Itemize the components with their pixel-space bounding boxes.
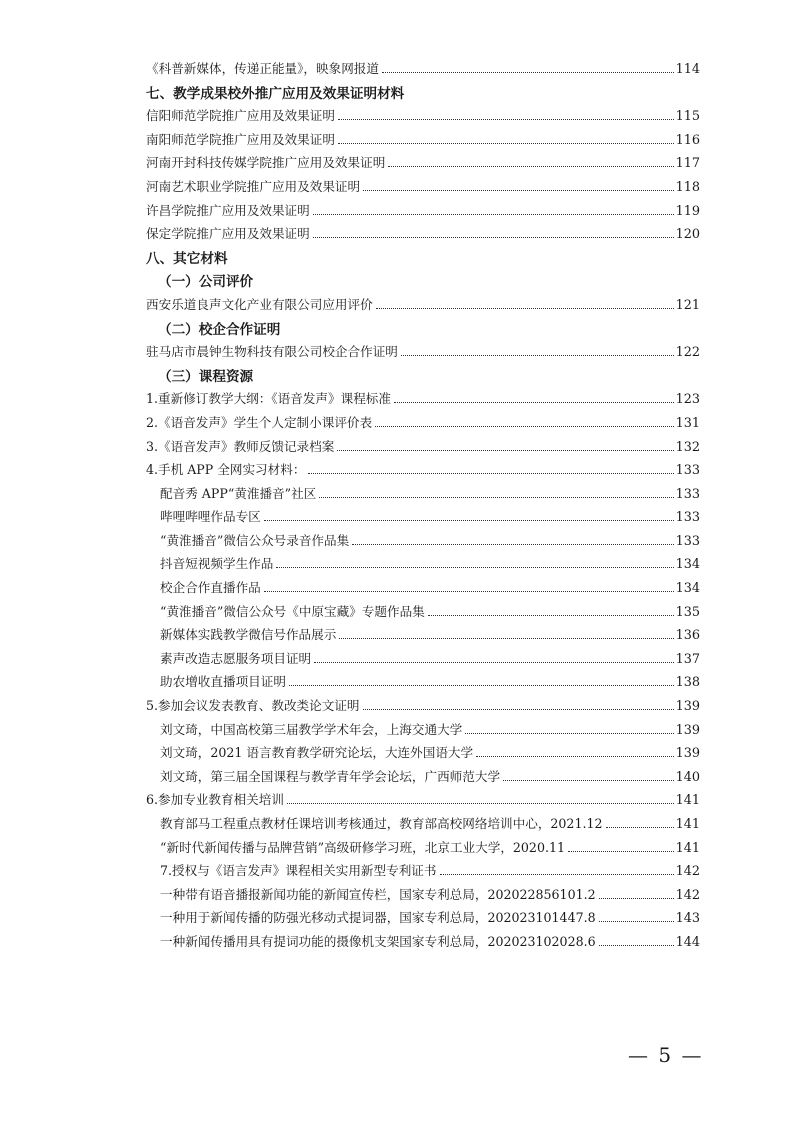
heading-text: （一）公司评价 <box>158 274 254 291</box>
toc-entry[interactable] <box>146 719 700 743</box>
toc-entry[interactable] <box>146 176 700 200</box>
dot-leader <box>382 72 674 73</box>
dot-leader <box>375 426 673 427</box>
toc-entry-title: 抖音短视频学生作品 <box>160 556 274 572</box>
toc-entry-page: 123 <box>675 392 700 408</box>
dot-leader <box>352 544 673 545</box>
toc-entry[interactable] <box>146 671 700 695</box>
toc-entry-title: 南阳师范学院推广应用及效果证明 <box>146 131 335 147</box>
toc-entry-page: 114 <box>675 62 700 77</box>
toc-entry-title: 一种新闻传播用具有提词功能的摄像机支架国家专利总局，202023102028.6 <box>160 933 596 949</box>
dot-leader <box>394 402 674 403</box>
toc-entry-page: 139 <box>675 699 700 715</box>
toc-entry-page: 119 <box>675 203 700 219</box>
toc-entry[interactable] <box>146 294 700 318</box>
toc-entry-title: 河南艺术职业学院推广应用及效果证明 <box>146 178 361 194</box>
dot-leader <box>465 733 673 734</box>
toc-entry-title: “黄淮播音”微信公众号录音作品集 <box>160 532 350 548</box>
section-heading <box>146 82 700 106</box>
dot-leader <box>314 662 673 663</box>
toc-entry-title: “黄淮播音”微信公众号《中原宝藏》专题作品集 <box>160 603 425 619</box>
toc-entry-page: 136 <box>675 628 700 644</box>
dot-leader <box>503 780 674 781</box>
dot-leader <box>376 308 674 309</box>
toc-entry-page: 135 <box>675 604 700 620</box>
toc-entry-page: 120 <box>675 227 700 243</box>
dot-leader <box>428 615 674 616</box>
dot-leader <box>440 874 674 875</box>
toc-entry[interactable] <box>146 459 700 483</box>
toc-entry-page: 116 <box>675 132 700 148</box>
subsection-heading <box>146 318 700 342</box>
dot-leader <box>264 520 674 521</box>
toc-entry-page: 134 <box>675 557 700 573</box>
toc-entry[interactable] <box>146 553 700 577</box>
toc-entry[interactable] <box>146 341 700 365</box>
toc-entry-page: 141 <box>675 793 700 809</box>
dot-leader <box>313 214 674 215</box>
toc-entry[interactable] <box>146 129 700 153</box>
heading-text: 七、教学成果校外推广应用及效果证明材料 <box>146 85 405 102</box>
toc-entry-page: 134 <box>675 581 700 597</box>
dot-leader <box>338 143 674 144</box>
toc-entry-page: 133 <box>675 486 700 502</box>
toc-entry[interactable] <box>146 813 700 837</box>
dot-leader <box>599 945 674 946</box>
toc-entry-page: 131 <box>675 415 700 431</box>
section-heading <box>146 247 700 271</box>
toc-entry-page: 118 <box>675 179 700 195</box>
toc-entry[interactable] <box>146 907 700 931</box>
dot-leader <box>319 497 673 498</box>
toc-entry-page: 122 <box>675 345 700 361</box>
toc-entry-title: 一种用于新闻传播的防强光移动式提词器，国家专利总局，202023101447.8 <box>160 910 596 926</box>
subsection-heading <box>146 365 700 389</box>
toc-entry-title: 西安乐道良声文化产业有限公司应用评价 <box>146 296 373 312</box>
dot-leader <box>606 827 674 828</box>
toc-entry[interactable] <box>146 577 700 601</box>
toc-entry-title: 助农增收直播项目证明 <box>160 674 286 690</box>
toc-entry-title: 哔哩哔哩作品专区 <box>160 509 261 525</box>
toc-entry-page: 143 <box>675 911 700 927</box>
toc-entry[interactable] <box>146 388 700 412</box>
toc-entry-title: 6.参加专业教育相关培训 <box>146 792 284 808</box>
dot-leader <box>276 567 673 568</box>
toc-entry[interactable] <box>146 695 700 719</box>
toc-entry-page: 115 <box>675 109 700 125</box>
toc-entry-title: 信阳师范学院推广应用及效果证明 <box>146 108 335 124</box>
dot-leader <box>363 709 674 710</box>
toc-entry-page: 139 <box>675 746 700 762</box>
toc-entry[interactable] <box>146 483 700 507</box>
dot-leader <box>388 166 673 167</box>
toc-entry-title: 刘文琦，中国高校第三届教学学术年会，上海交通大学 <box>160 721 463 737</box>
toc-entry-page: 141 <box>675 840 700 856</box>
toc-entry-title: 教育部马工程重点教材任课培训考核通过，教育部高校网络培训中心，2021.12 <box>160 816 603 831</box>
toc-entry-title: 4.手机 APP 全网实习材料： <box>146 462 306 478</box>
toc-entry-page: 142 <box>675 864 700 880</box>
toc-entry-page: 141 <box>675 817 700 832</box>
toc-entry[interactable] <box>146 624 700 648</box>
toc-entry-page: 133 <box>675 463 700 479</box>
toc-entry[interactable] <box>146 884 700 908</box>
toc-entry[interactable] <box>146 506 700 530</box>
toc-entry-title: 校企合作直播作品 <box>160 580 261 596</box>
dot-leader <box>308 473 673 474</box>
heading-text: （三）课程资源 <box>158 368 254 385</box>
toc-entry-title: 保定学院推广应用及效果证明 <box>146 226 310 242</box>
toc-entry-page: 138 <box>675 675 700 691</box>
toc-entry[interactable] <box>146 152 700 176</box>
toc-entry-title: 新媒体实践教学微信号作品展示 <box>160 627 337 643</box>
toc-entry[interactable] <box>146 530 700 554</box>
toc-entry-page: 139 <box>675 722 700 738</box>
dot-leader <box>289 685 674 686</box>
toc-entry[interactable] <box>146 742 700 766</box>
toc-entry[interactable] <box>146 58 700 82</box>
toc-entry-page: 140 <box>675 769 700 785</box>
dot-leader <box>313 237 674 238</box>
toc-entry[interactable] <box>146 648 700 672</box>
table-of-contents <box>146 58 700 955</box>
heading-text: 八、其它材料 <box>146 250 228 267</box>
toc-entry[interactable] <box>146 766 700 790</box>
toc-entry-title: 5.参加会议发表教育、教改类论文证明 <box>146 698 360 714</box>
toc-entry[interactable] <box>146 200 700 224</box>
toc-entry-page: 142 <box>675 887 700 903</box>
toc-entry[interactable] <box>146 789 700 813</box>
dot-leader <box>363 190 673 191</box>
toc-entry-title: 刘文琦，第三届全国课程与教学青年学会论坛，广西师范大学 <box>160 768 501 784</box>
dot-leader <box>401 355 674 356</box>
toc-entry-title: 驻马店市晨钟生物科技有限公司校企合作证明 <box>146 344 398 360</box>
page-number: — 5 — <box>628 1043 704 1067</box>
toc-entry-page: 137 <box>675 651 700 667</box>
dot-leader <box>568 851 674 852</box>
toc-entry-title: 河南开封科技传媒学院推广应用及效果证明 <box>146 155 386 171</box>
toc-entry-title: 素声改造志愿服务项目证明 <box>160 650 312 666</box>
toc-entry[interactable] <box>146 223 700 247</box>
toc-entry[interactable] <box>146 436 700 460</box>
dot-leader <box>599 921 674 922</box>
toc-entry-title: 许昌学院推广应用及效果证明 <box>146 202 310 218</box>
toc-entry-title: 7.授权与《语言发声》课程相关实用新型专利证书 <box>160 863 437 879</box>
dot-leader <box>339 638 673 639</box>
toc-entry-page: 133 <box>675 510 700 526</box>
dot-leader <box>264 591 674 592</box>
toc-entry[interactable] <box>146 412 700 436</box>
toc-entry-title: 配音秀 APP“黄淮播音”社区 <box>160 485 317 501</box>
toc-entry-page: 117 <box>675 156 700 172</box>
dot-leader <box>337 450 673 451</box>
toc-entry-title: “新时代新闻传播与品牌营销”高级研修学习班，北京工业大学，2020.11 <box>160 839 565 855</box>
toc-entry[interactable] <box>146 837 700 861</box>
dot-leader <box>287 803 674 804</box>
heading-text: （二）校企合作证明 <box>158 321 281 338</box>
toc-entry-title: 1.重新修订教学大纲：《语音发声》课程标准 <box>146 391 391 407</box>
toc-entry[interactable] <box>146 105 700 129</box>
toc-entry[interactable] <box>146 601 700 625</box>
dot-leader <box>599 898 674 899</box>
toc-entry-title: 3.《语音发声》教师反馈记录档案 <box>146 438 335 454</box>
toc-entry[interactable] <box>146 931 700 955</box>
toc-entry-title: 《科普新媒体，传递正能量》，映象网报道 <box>146 61 379 76</box>
dot-leader <box>338 119 674 120</box>
toc-entry-title: 2.《语音发声》学生个人定制小课评价表 <box>146 414 373 430</box>
toc-entry-page: 121 <box>675 297 700 313</box>
toc-entry-page: 133 <box>675 533 700 549</box>
subsection-heading <box>146 270 700 294</box>
toc-entry-page: 132 <box>675 439 700 455</box>
toc-entry[interactable] <box>146 860 700 884</box>
dot-leader <box>476 756 673 757</box>
toc-entry-page: 144 <box>675 934 700 950</box>
toc-entry-title: 一种带有语音播报新闻功能的新闻宣传栏，国家专利总局，202022856101.2 <box>160 886 596 902</box>
toc-entry-title: 刘文琦，2021 语言教育教学研究论坛，大连外国语大学 <box>160 745 474 761</box>
